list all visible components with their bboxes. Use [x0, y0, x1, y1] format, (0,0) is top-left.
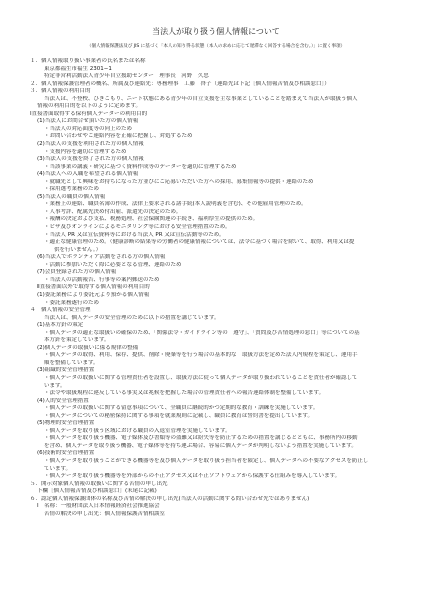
body-line: を含め、個人データを取り扱う機器、電子媒体等を持ち運ぶ場合、容易に個人データが判明しないよう措置を実施しています。 — [44, 442, 357, 449]
body-line: (6)技術的安全管理措置 — [37, 450, 95, 457]
body-line: 特定非営利活動法人青少年自立援助センター 理事長 河野 久忠 — [44, 73, 209, 80]
document-title: 当法人が取り扱う個人情報について — [152, 27, 280, 36]
body-line: ・当法人 PR 又は宣伝資料等における当法人 PR 又は宣伝活動等のため。 — [44, 231, 225, 238]
body-line: ・適正な健康管理のため。（健康診断の結果等の労働者の健康情報については、法令に基づく場合を除いて、取得、利用又は提 — [44, 239, 355, 246]
body-line: ・当法人の対応面度等の向上のため — [44, 125, 133, 132]
body-line: ・個人データを取り扱う区域における職員の入退室管理を実施しています。 — [44, 427, 231, 434]
body-line: (5)物理的安全管理措置 — [37, 420, 95, 427]
body-line: ２．個人情報保護管理者の概名、所属及び連絡先：専務理事 工藤 啓子（連絡先は下記［個人情報苦情及び相談窓口］） — [30, 80, 330, 87]
body-line: (1)委託業務により委託元より預かる個人情報 — [37, 291, 150, 298]
body-line: 順を整備しています。 — [44, 359, 99, 366]
body-line: ・法令や取扱規程に違反している事実又は兆候を把握した場合の管理責任者への報告連絡体制を整備しています。 — [44, 390, 325, 397]
body-line: １．個人情報取り扱い事業者の氏名または名称 — [30, 58, 146, 64]
body-line: 本方針を策定しています。 — [44, 337, 110, 344]
body-line: ています。 — [44, 465, 72, 472]
body-line: ・個人データを取り扱う機器、電子媒体及び書類等の盗難又は紛失等を防止するための措置を講じるとともに、事務所内の移動 — [44, 435, 358, 442]
body-line: ・採用選考業務のため — [44, 186, 100, 193]
body-line: 下欄［個人情報苦情及び相談窓口］(末尾に記載) — [37, 488, 157, 495]
body-line: (4)人的安全管理措置 — [37, 397, 89, 404]
body-line: (2)当法人の支援を利用された方の個人情報 — [37, 141, 144, 148]
body-line: (1)基本方針の策定 — [37, 322, 84, 329]
body-line: (3)当法人の支援を終了された方の個人情報 — [37, 156, 144, 163]
body-line: ・個人データの取扱いに関する留意事項について、全職員に継続的かつ定期的な教育・訓練を実施しています。 — [44, 405, 319, 412]
body-line: います。 — [44, 382, 66, 389]
body-line: (1)当法人にお問合せ頂いた方の個人情報 — [37, 118, 139, 125]
body-line: 東京都福生市福生 2301−1 — [44, 65, 112, 72]
body-line: ・委託業務遂行のため — [44, 299, 100, 306]
body-line: ・お問い合わせやご連絡内容を正確に把握し、対処するため — [44, 133, 193, 140]
document-body — [30, 58, 402, 518]
body-line: 情報の利用目的を以下のように定めます。 — [37, 103, 142, 110]
body-line: ５．開示対象個人情報の取扱いに関する苦情の申し出先 — [30, 480, 168, 487]
body-line: 苦情の解決の申し出先：個人情報保護苦情相談室 — [44, 510, 166, 517]
body-line: ・個人データについての秘密保持に関する事項を就業規則に記載し、職員に教育は誓約書を提出しています。 — [44, 412, 313, 419]
body-line: 当法人は、不登校、ひきこもり、ニート状態にある青少年の自立支援を主な事業としていることを踏まえて当法人が取扱う個人 — [44, 95, 358, 102]
body-line: ・当法人の活動報告、行事等の案内郵送のため — [44, 276, 160, 283]
body-line: ・個人データの取得、利用、保存、提供、削除・廃棄等を行う場合の基本的な 取扱方法を定めた法人内規程を策定し、運用手 — [44, 352, 358, 359]
body-line: ・活動に参加いただく際に必要となる管理、連絡のため — [44, 261, 182, 268]
body-line: ・個人データを取り扱う機器等を外部からの不正アクセス又は不正ソフトウェアから保護する仕組みを導入しています。 — [44, 473, 341, 480]
body-line: ・人事考評、配属先決め付出雇、派遣先の決定のため。 — [44, 208, 182, 215]
body-line: ４ 個人情報の安全管理 — [30, 307, 91, 314]
body-line: ・支援内容を適切に管理するため — [44, 148, 127, 155]
body-line: ・個人データの取扱いに関する管理責任者を設置し、取扱方法に従って個人データが取り扱われていることを責任者が確認して — [44, 374, 358, 381]
body-line: 当法人は、個人データの安全管理のために以下の措置を講じています。 — [44, 314, 220, 321]
body-line: (5)当法人の職員の個人情報 — [37, 193, 106, 200]
body-line: (3)組織的安全管理措置 — [37, 367, 95, 374]
body-line: Ⅰ直接書面取得する保有個人データーの利用目的 — [30, 110, 148, 117]
body-line: ・個人データを取り扱うことができる機器等を及び個人データを取り扱う担当者を限定し、個人データへの不要なアクセスを防止し — [44, 457, 369, 464]
body-line: Ⅱ直接書面以外で取得する個人情報の利用目的 — [37, 284, 150, 291]
body-line: ・当該事業の講義・研究に基づく資料作成等のデーターを適切に管理するため — [44, 163, 237, 170]
body-line: ・報酬の決定および支払、税務処理、社会保険関連の手続き、福利厚生の提供のため。 — [44, 216, 259, 223]
body-line: (2)個人データの取扱いに係る規律の整備 — [37, 344, 139, 351]
body-line: (7)会員登録された方の個人情報 — [37, 269, 117, 276]
body-line: ３．個人情報の利用目的 — [30, 88, 91, 95]
body-line: 供を行いません。） — [54, 246, 102, 253]
body-line: (6)当法人でボランティア活動をされる方の個人情報 — [37, 254, 166, 261]
body-line: Ⅰ 名称：一般財団法人日本情報経済社会推進協会 — [37, 503, 160, 510]
body-line: ・業務上の連絡、職員名簿の作成、法律上要求される諸手続(本人説明義を含む)、その他雇用管理のため。 — [44, 201, 307, 208]
body-line: ・ビザ及びオンラインによるモニタリング等における安全管理措置のため。 — [44, 224, 231, 231]
body-line: ６．認定個人情報保護団体の名称及び苦情の解決の申し出先(当法人の活動に関する問い合わせ先ではありません) — [30, 495, 310, 502]
document-subtitle: （個人情報保護法及び JIS に基づく「本人の知り得る状態（本人の求めに応じて遅滞なく回答する場合を含む。）」に置く事項） — [86, 44, 346, 49]
body-line: ・就職先として興味をお持ちになった方並びにご応募いただいた方への採用、募集情報等の提供・連絡のため — [44, 178, 314, 185]
body-line: (4)当法人への入職を希望される個人情報 — [37, 171, 139, 178]
body-line: ・個人データの適正な取扱いの確保のため、「関係法令・ガイドライン等の 遵守」、「質問及び苦情処理の窓口」等についての基 — [44, 329, 360, 336]
